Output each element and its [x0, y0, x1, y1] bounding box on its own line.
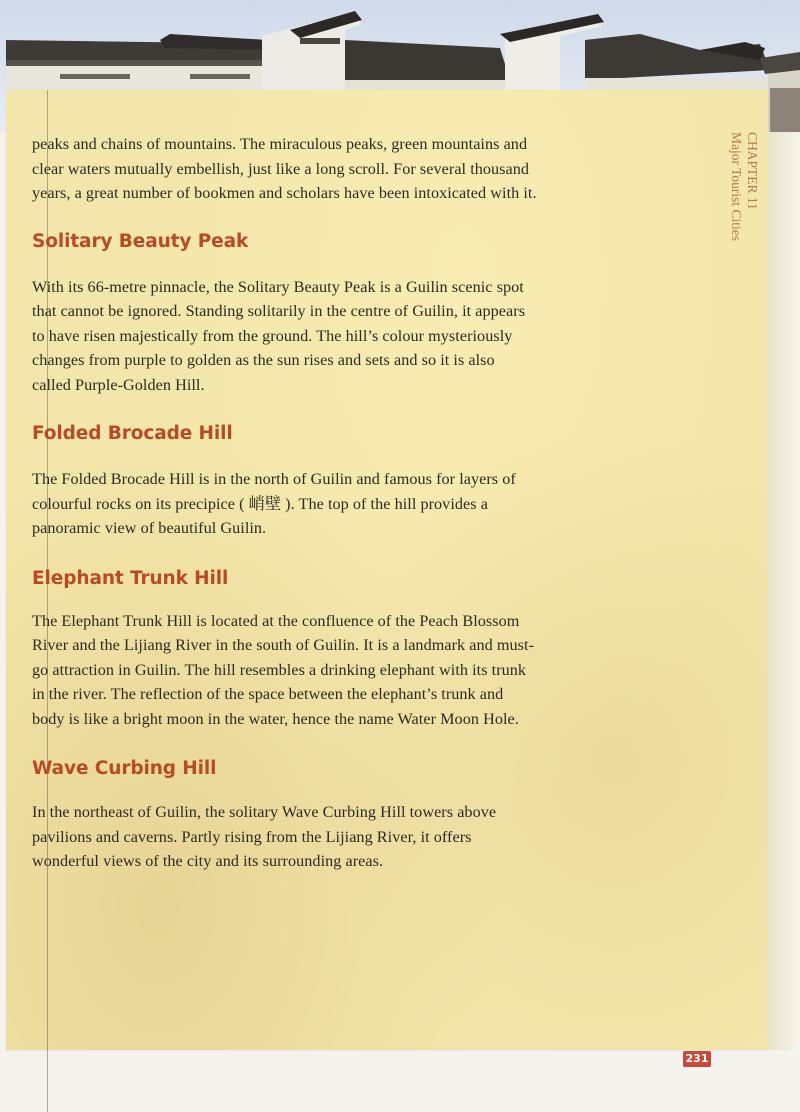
section-heading-folded-brocade-hill: Folded Brocade Hill	[32, 423, 233, 444]
section-paragraph-solitary-beauty-peak: With its 66-metre pinnacle, the Solitary Beauty Peak is a Guilin scenic spot that cannot be ignored. Standing solitarily in the centre of Guilin, it appears to have risen majestically from the ground. The hill’s colour mysteriously changes from purple to golden as the sun rises and sets and so it is also called Purple-Golden Hill.	[32, 277, 526, 394]
chapter-title: Major Tourist Cities	[729, 132, 744, 242]
page-number-badge: 231	[683, 1051, 711, 1067]
intro-paragraph: peaks and chains of mountains. The miraculous peaks, green mountains and clear waters mutually embellish, just like a long scroll. For several thousand years, a great number of bookmen and scholars have been intoxicated with it.	[32, 135, 537, 202]
section-heading-elephant-trunk-hill: Elephant Trunk Hill	[32, 567, 229, 589]
section-heading-wave-curbing-hill: Wave Curbing Hill	[32, 758, 217, 779]
article-body	[32, 132, 537, 874]
section-paragraph-elephant-trunk-hill: The Elephant Trunk Hill is located at the confluence of the Peach Blossom River and the Lijiang River in the south of Guilin. It is a landmark and must-go attraction in Guilin. The hill resembles a drinking elephant with its trunk in the river. The reflection of the space between the elephant’s trunk and body is like a bright moon in the water, hence the name Water Moon Hole.	[32, 611, 535, 728]
section-paragraph-wave-curbing-hill: In the northeast of Guilin, the solitary Wave Curbing Hill towers above pavilions and caverns. Partly rising from the Lijiang River, it offers wonderful views of the city and its surrounding areas.	[32, 803, 497, 870]
page-edge-strip	[768, 132, 800, 1050]
chapter-number: CHAPTER 11	[745, 132, 760, 210]
section-heading-solitary-beauty-peak: Solitary Beauty Peak	[32, 230, 249, 252]
chapter-tab	[728, 132, 760, 252]
section-paragraph-folded-brocade-hill: The Folded Brocade Hill is in the north of Guilin and famous for layers of colourful rocks on its precipice ( 峭壁 ). The top of the hill provides a panoramic view of beautiful Guilin.	[32, 470, 516, 537]
